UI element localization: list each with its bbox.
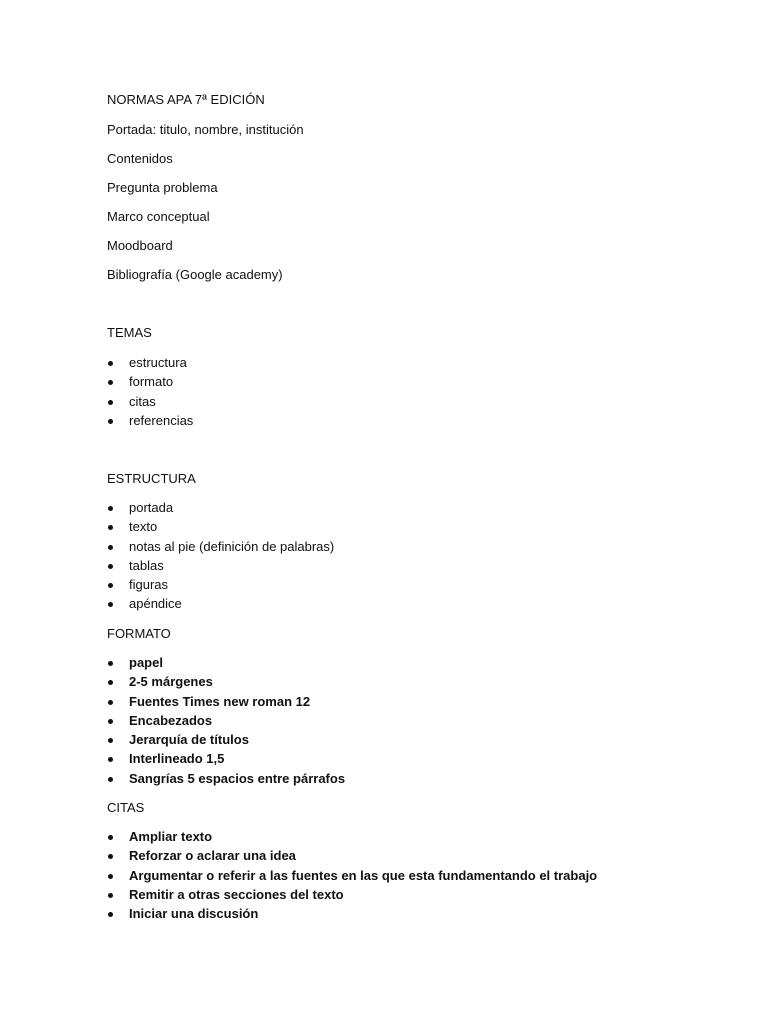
list-item: 2-5 márgenes: [107, 672, 345, 691]
list-item: Encabezados: [107, 711, 345, 730]
list-item: figuras: [107, 575, 334, 594]
section-heading-citas: CITAS: [107, 800, 145, 815]
document-title: NORMAS APA 7ª EDICIÓN: [107, 92, 265, 107]
list-item: formato: [107, 372, 193, 391]
list-item: tablas: [107, 556, 334, 575]
list-item: apéndice: [107, 594, 334, 613]
list-item: Argumentar o referir a las fuentes en las que esta fundamentando el trabajo: [107, 866, 597, 885]
list-item: Iniciar una discusión: [107, 904, 597, 923]
outline-item-moodboard: Moodboard: [107, 238, 173, 253]
section-heading-temas: TEMAS: [107, 325, 152, 340]
list-item: Reforzar o aclarar una idea: [107, 846, 597, 865]
estructura-list: [107, 498, 334, 614]
list-item: Ampliar texto: [107, 827, 597, 846]
list-item: papel: [107, 653, 345, 672]
outline-item-bibliografia: Bibliografía (Google academy): [107, 267, 283, 282]
list-item: Jerarquía de títulos: [107, 730, 345, 749]
outline-item-contenidos: Contenidos: [107, 151, 173, 166]
list-item: Fuentes Times new roman 12: [107, 692, 345, 711]
list-item: estructura: [107, 353, 193, 372]
outline-item-pregunta: Pregunta problema: [107, 180, 218, 195]
formato-list: [107, 653, 345, 788]
list-item: Interlineado 1,5: [107, 749, 345, 768]
list-item: citas: [107, 392, 193, 411]
section-heading-estructura: ESTRUCTURA: [107, 471, 196, 486]
section-heading-formato: FORMATO: [107, 626, 171, 641]
list-item: texto: [107, 517, 334, 536]
list-item: Sangrías 5 espacios entre párrafos: [107, 769, 345, 788]
list-item: Remitir a otras secciones del texto: [107, 885, 597, 904]
outline-item-portada: Portada: titulo, nombre, institución: [107, 122, 304, 137]
outline-item-marco: Marco conceptual: [107, 209, 210, 224]
temas-list: [107, 353, 193, 430]
list-item: notas al pie (definición de palabras): [107, 537, 334, 556]
citas-list: [107, 827, 597, 923]
list-item: portada: [107, 498, 334, 517]
list-item: referencias: [107, 411, 193, 430]
